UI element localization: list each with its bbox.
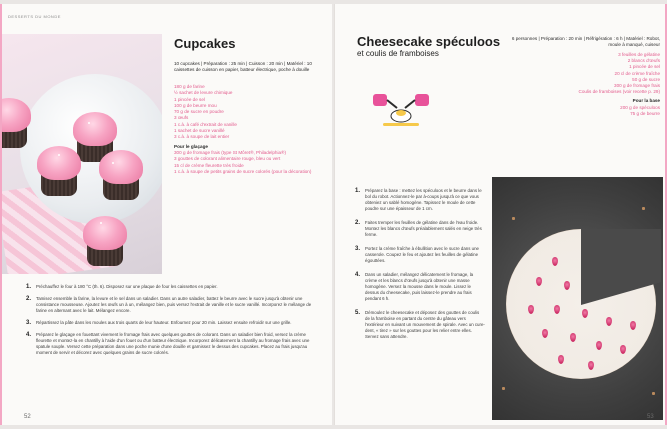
- step-number: 3.: [26, 320, 32, 326]
- step-number: 4.: [26, 332, 32, 338]
- ingredient: 1 pincée de sel: [174, 96, 205, 102]
- step-text: Préparez le glaçage en fouettant vivement le fromage frais avec quelques gouttes de colorant. Dans un saladier bien froid, versez la crème fleurette et montez-la en chantilly à l'aide d'un fouet ou d'un batteur électrique. Incorporez délicatement la chantilly au fromage frais avec une spatule souple. Versez cette préparation dans une poche munie d'une douille et garnissez le dessus des cupcakes. Placez au frais jusqu'au moment de servir et décorez avec quelques grains de sucre colorés.: [36, 332, 310, 355]
- cupcake: [2, 94, 36, 148]
- cupcakes-photo: [2, 34, 162, 274]
- hands-whisking-bowl-icon: [371, 90, 431, 130]
- ingredient: 300 g de fromage frais: [614, 83, 660, 89]
- ingredient: 1 c.à. à café d'extrait de vanille: [174, 121, 237, 127]
- glaze-heading: Pour le glaçage: [174, 143, 208, 149]
- step: [355, 246, 485, 264]
- step-text: Répartissez la pâte dans les moules aux trois quarts de leur hauteur. Enfournez pour 20 min. Laissez ensuite refroidir sur une grille.: [36, 320, 292, 325]
- ingredient: 3 c.à. à soupe de lait entier: [174, 134, 230, 140]
- ingredient: 100 g de beurre mou: [174, 102, 217, 108]
- ingredient: 75 g de beurre: [630, 110, 660, 116]
- step: [26, 296, 322, 314]
- step-text: Préparez la base : mettez les spéculoos et le beurre dans le bol du robot. Actionnez-le par à-coups jusqu'à ce que vous obteniez un sablé homogène. Tapissez le moule de cette poudre sur une épaisseur de 1 cm.: [365, 188, 482, 211]
- ingredient: 70 g de sucre en poudre: [174, 109, 224, 115]
- step: [26, 332, 322, 356]
- ingredient: 3 gouttes de colorant alimentaire rouge, bleu ou vert: [174, 156, 281, 162]
- page-number: 52: [24, 414, 31, 420]
- step-text: Dans un saladier, mélangez délicatement le fromage, la crème et les blancs d'œufs jusqu'à obtenir une masse homogène. Versez la mousse dans le moule. Lissez le dessus du cheesecake, puis laissez-le prendre au frais pendant 6 h.: [365, 272, 474, 301]
- biscuit-crumb: [502, 387, 505, 390]
- step: [26, 320, 322, 326]
- ingredient: 15 cl de crème fleurette très froide: [174, 162, 244, 168]
- cupcake: [94, 146, 148, 200]
- ingredient: ½ sachet de levure chimique: [174, 90, 233, 96]
- ingredient: 1 pincée de sel: [629, 64, 660, 70]
- ingredient: Coulis de framboises (voir recette p. 29): [578, 89, 660, 95]
- biscuit-crumb: [512, 217, 515, 220]
- step-number: 2.: [26, 296, 32, 302]
- running-head: DESSERTS DU MONDE: [8, 14, 61, 19]
- step-number: 3.: [355, 246, 361, 252]
- step: [355, 310, 485, 340]
- step: [355, 188, 485, 212]
- cupcake: [78, 212, 132, 266]
- step: [355, 220, 485, 238]
- step-number: 4.: [355, 272, 361, 278]
- step-text: Tamisez ensemble la farine, la levure et le sel dans un saladier. Dans un autre saladier, battez le beurre avec le sucre jusqu'à obtenir une consistance mousseuse. Ajoutez les œufs un à un, mélangez bien, puis versez l'extrait de vanille et le sucre vanillé. Incorporez le mélange de farine en alternant avec le lait. Mélangez encore.: [36, 296, 312, 313]
- left-page: [2, 4, 332, 425]
- cheesecake-photo: [492, 177, 663, 420]
- recipe-title: Cupcakes: [174, 36, 236, 51]
- ingredient-list: [174, 84, 324, 175]
- ingredient: 3 feuilles de gélatine: [618, 52, 660, 57]
- page-number: 53: [647, 414, 654, 420]
- ingredient: 2 blancs d'œufs: [627, 58, 660, 64]
- recipe-meta: 6 personnes | Préparation : 20 min | Réfrigération : 6 h | Matériel : Robot, moule à manqué, cuiseur: [511, 36, 660, 47]
- base-heading: Pour la base: [632, 98, 660, 104]
- ingredient: 180 g de farine: [174, 84, 205, 89]
- ingredient-list: [505, 52, 660, 117]
- step-number: 2.: [355, 220, 361, 226]
- step: [355, 272, 485, 302]
- ingredient: 3 œufs: [174, 115, 189, 121]
- ingredient: 20 cl de crème fraîche: [614, 70, 660, 76]
- steps-list: [26, 284, 322, 362]
- ingredient: 50 g de sucre: [632, 76, 660, 82]
- recipe-title: Cheesecake spéculoos: [357, 34, 501, 49]
- biscuit-crumb: [652, 392, 655, 395]
- step-text: Portez la crème fraîche à ébullition avec le sucre dans une casserole. Coupez le feu et ajoutez les feuilles de gélatine égouttées.: [365, 246, 479, 263]
- ingredient: 300 g de fromage frais (type St Môret®, Philadelphia®): [174, 149, 286, 155]
- step-number: 1.: [355, 188, 361, 194]
- cupcake: [32, 142, 86, 196]
- biscuit-crumb: [642, 207, 645, 210]
- recipe-subtitle: et coulis de framboises: [357, 49, 439, 58]
- step-text: Démoulez le cheesecake et déposez des gouttes de coulis de la framboise en partant du centre du gâteau vers l'extérieur en suivant un mouvement de spirale. Avec un cure-dent, « tirez » sur les gouttes pour les relier entre elles. Servez sans attendre.: [365, 310, 485, 339]
- ingredient: 200 g de spéculoos: [620, 104, 660, 110]
- recipe-meta: 10 cupcakes | Préparation : 25 min | Cuisson : 20 min | Matériel : 10 caissettes de cuisson en papier, batteur électrique, poche à douille: [174, 61, 312, 72]
- step-number: 1.: [26, 284, 32, 290]
- steps-list: [355, 188, 485, 348]
- step-number: 5.: [355, 310, 361, 316]
- right-page: [334, 4, 665, 425]
- step-text: Faites tremper les feuilles de gélatine dans de l'eau froide. Montez les blancs d'œufs préalablement salés en neige très ferme.: [365, 220, 482, 237]
- step-text: Préchauffez le four à 180 °C (th. 6). Disposez sur une plaque de four les caissettes en papier.: [36, 284, 218, 289]
- ingredient: 1 c.à. à soupe de petits grains de sucre colorés (pour la décoration): [174, 168, 312, 174]
- step: [26, 284, 322, 290]
- ingredient: 1 sachet de sucre vanillé: [174, 128, 225, 134]
